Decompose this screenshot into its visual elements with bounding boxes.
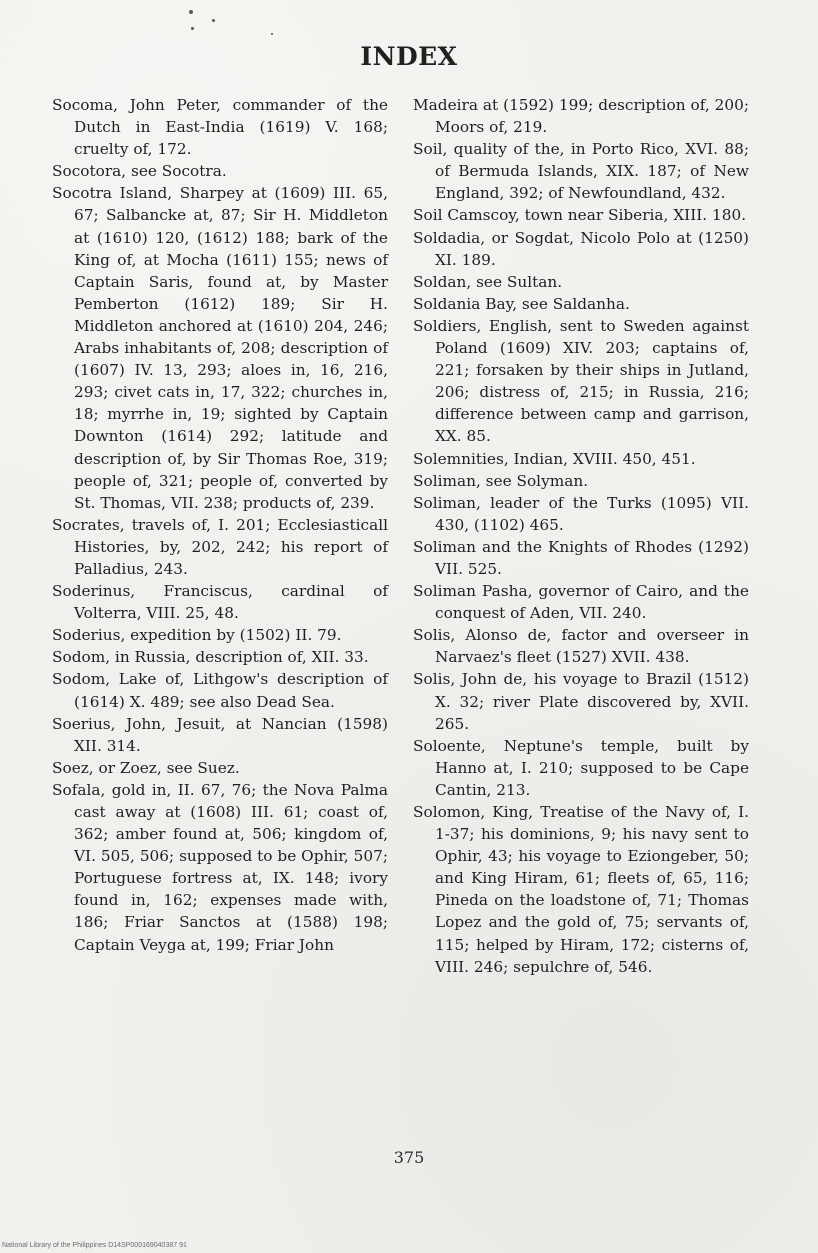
index-entry: Sodom, in Russia, description of, XII. 33. bbox=[52, 648, 369, 667]
index-entry: Soderius, expedition by (1502) II. 79. bbox=[52, 626, 342, 645]
index-entry: Solomon, King, Treatise of the Navy of, I. 1-37; his dominions, 9; his navy sent to Ophir, 43; his voyage to Eziongeber, 50; and King Hiram, 61; fleets of, 65, 116; Pineda on the loadstone of, 71; Thomas Lopez and the gold of, 75; servants of, 115; helped by Hiram, 172; cisterns of, VIII. 246; sepulchre of, 546. bbox=[413, 803, 749, 976]
index-entry: Soliman, see Solyman. bbox=[413, 471, 589, 490]
index-entry: Madeira at (1592) 199; description of, 200; Moors of, 219. bbox=[413, 96, 749, 137]
index-entry: Soliman Pasha, governor of Cairo, and the conquest of Aden, VII. 240. bbox=[413, 582, 749, 623]
index-entry: Solis, John de, his voyage to Brazil (1512) X. 32; river Plate discovered by, XVII. 265. bbox=[413, 670, 749, 733]
index-entry: Sodom, Lake of, Lithgow's description of (1614) X. 489; see also Dead Sea. bbox=[52, 670, 388, 711]
index-entry: Soldan, see Sultan. bbox=[413, 272, 563, 291]
index-entry: Soldadia, or Sogdat, Nicolo Polo at (1250) XI. 189. bbox=[413, 228, 749, 269]
page-number: 375 bbox=[393, 1148, 425, 1167]
index-entry: Soliman, leader of the Turks (1095) VII. 430, (1102) 465. bbox=[413, 493, 749, 534]
index-entry: Soil, quality of the, in Porto Rico, XVI. 88; of Bermuda Islands, XIX. 187; of New England, 392; of Newfoundland, 432. bbox=[413, 140, 749, 203]
index-entry: Soliman and the Knights of Rhodes (1292) VII. 525. bbox=[413, 537, 749, 578]
index-entry: Solis, Alonso de, factor and overseer in Narvaez's fleet (1527) XVII. 438. bbox=[413, 626, 749, 667]
index-entry: Soloente, Neptune's temple, built by Hanno at, I. 210; supposed to be Cape Cantin, 213. bbox=[413, 736, 749, 799]
index-entry: Soldania Bay, see Saldanha. bbox=[413, 294, 630, 313]
index-entry: Soerius, John, Jesuit, at Nancian (1598) XII. 314. bbox=[52, 714, 388, 755]
index-entry: Socrates, travels of, I. 201; Ecclesiasticall Histories, by, 202, 242; his report of Palladius, 243. bbox=[52, 515, 388, 578]
index-entry: Socotra Island, Sharpey at (1609) III. 65, 67; Salbancke at, 87; Sir H. Middleton at (1610) 120, (1612) 188; bark of the King of, at Mocha (1611) 155; news of Captain Saris, found at, by Master Pemberton (1612) 189; Sir H. Middleton anchored at (1610) 204, 246; Arabs inhabitants of, 208; description of (1607) IV. 13, 293; aloes in, 16, 216, 293; civet cats in, 17, 322; churches in, 18; myrrhe in, 19; sighted by Captain Downton (1614) 292; latitude and description of, by Sir Thomas Roe, 319; people of, 321; people of, converted by St. Thomas, VII. 238; products of, 239. bbox=[52, 184, 388, 512]
index-entry: Socotora, see Socotra. bbox=[52, 162, 227, 181]
index-entry: Solemnities, Indian, XVIII. 450, 451. bbox=[413, 449, 696, 468]
right-index-column bbox=[413, 94, 749, 978]
index-entry: Soez, or Zoez, see Suez. bbox=[52, 758, 240, 777]
scan-speck bbox=[189, 10, 193, 14]
left-index-column bbox=[52, 94, 388, 956]
index-entry: Socoma, John Peter, commander of the Dutch in East-India (1619) V. 168; cruelty of, 172. bbox=[52, 96, 388, 159]
index-entry: Sofala, gold in, II. 67, 76; the Nova Palma cast away at (1608) III. 61; coast of, 362; amber found at, 506; kingdom of, VI. 505, 506; supposed to be Ophir, 507; Portuguese fortress at, IX. 148; ivory found in, 162; expenses made with, 186; Friar Sanctos at (1588) 198; Captain Veyga at, 199; Friar John bbox=[52, 780, 388, 954]
index-entry: Soderinus, Franciscus, cardinal of Volterra, VIII. 25, 48. bbox=[52, 582, 388, 623]
page-title: INDEX bbox=[360, 42, 458, 71]
scan-speck bbox=[191, 27, 194, 30]
index-entry: Soil Camscoy, town near Siberia, XIII. 180. bbox=[413, 206, 747, 225]
scan-speck bbox=[271, 33, 273, 35]
index-entry: Soldiers, English, sent to Sweden against Poland (1609) XIV. 203; captains of, 221; forsaken by their ships in Jutland, 206; distress of, 215; in Russia, 216; difference between camp and garrison, XX. 85. bbox=[413, 316, 749, 446]
scan-footer-text: National Library of the Philippines D14SP000169040387 91 bbox=[2, 1242, 187, 1249]
scan-speck bbox=[212, 19, 215, 22]
